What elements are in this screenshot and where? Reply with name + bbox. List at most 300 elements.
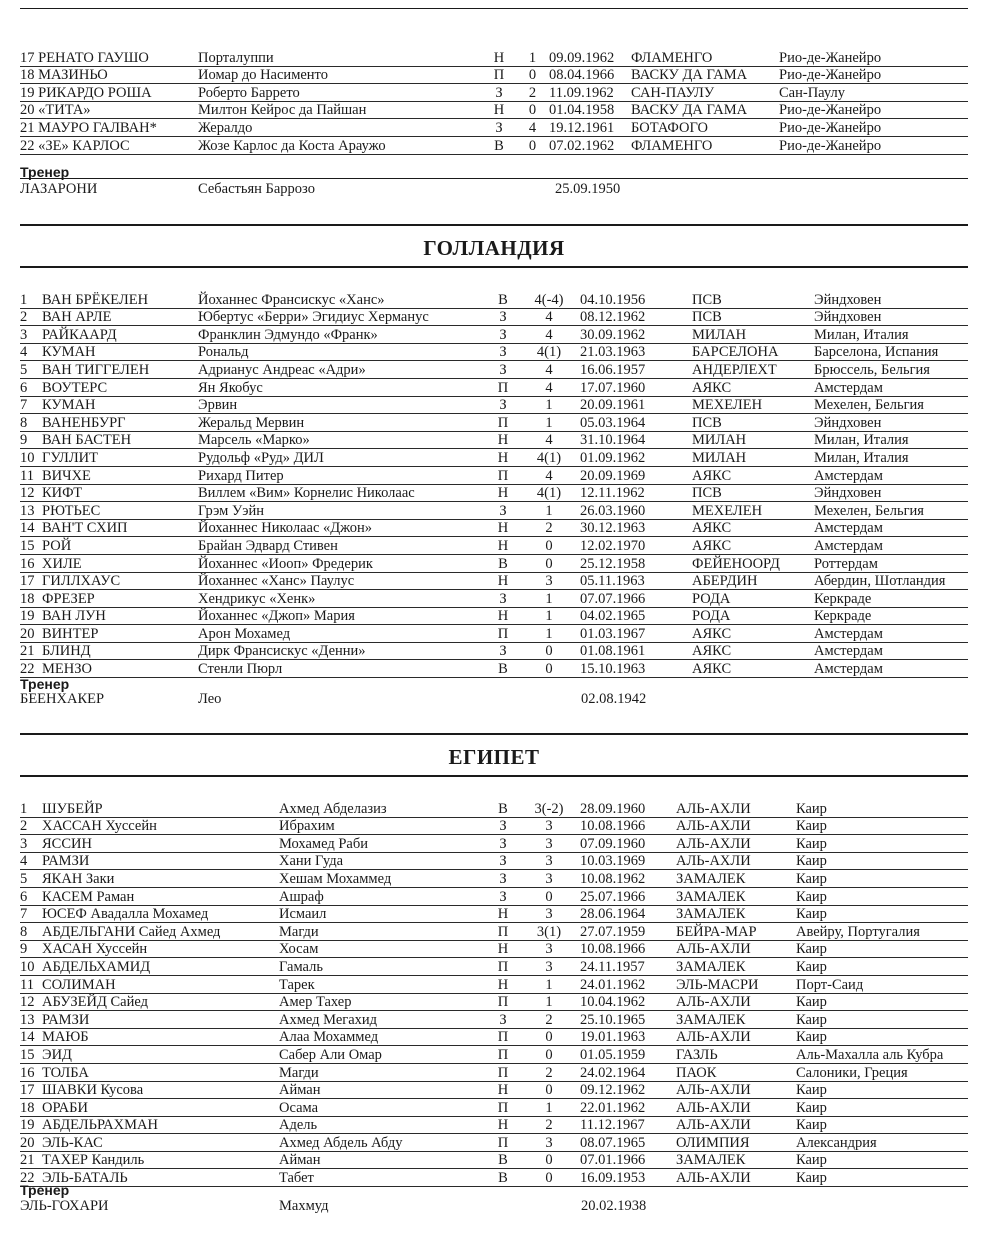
player-given-names: Амер Тахер	[279, 993, 488, 1011]
player-number: 12	[20, 993, 42, 1011]
netherlands-coach-label: Тренер	[20, 676, 70, 692]
player-caps: 4(1)	[518, 484, 580, 502]
player-birth-date: 10.08.1966	[580, 817, 676, 835]
player-surname: ВАНЕНБУРГ	[42, 414, 198, 432]
player-position: П	[488, 1046, 518, 1064]
egypt-coach-name: Махмуд	[279, 1198, 329, 1214]
player-city: Каир	[796, 835, 968, 853]
player-number: 13	[20, 1011, 42, 1029]
player-club: АЯКС	[692, 642, 814, 660]
player-city: Рио-де-Жанейро	[779, 101, 968, 119]
player-city: Амстердам	[814, 378, 968, 396]
player-given-names: Франклин Эдмундо «Франк»	[198, 326, 488, 344]
player-club: АЛЬ-АХЛИ	[676, 1099, 796, 1117]
player-given-names: Рональд	[198, 343, 488, 361]
player-caps: 2	[518, 519, 580, 537]
player-caps: 4	[518, 431, 580, 449]
player-number: 8	[20, 414, 42, 432]
player-birth-date: 05.03.1964	[580, 414, 692, 432]
player-birth-date: 25.10.1965	[580, 1011, 676, 1029]
player-city: Аль-Махалла аль Кубра	[796, 1046, 968, 1064]
player-city: Александрия	[796, 1134, 968, 1152]
player-club: ПСВ	[692, 308, 814, 326]
player-city: Каир	[796, 817, 968, 835]
player-city: Эйндховен	[814, 291, 968, 308]
player-city: Керкраде	[814, 590, 968, 608]
player-surname: АБДЕЛЬГАНИ Сайед Ахмед	[42, 923, 279, 941]
player-row	[20, 940, 968, 958]
player-caps: 1	[518, 502, 580, 520]
player-given-names: Хешам Мохаммед	[279, 870, 488, 888]
player-number: 18	[20, 590, 42, 608]
player-position: Н	[488, 431, 518, 449]
player-birth-date: 04.02.1965	[580, 607, 692, 625]
player-city: Каир	[796, 800, 968, 817]
player-row	[20, 1116, 968, 1134]
player-given-names: Жеральд Мервин	[198, 414, 488, 432]
player-surname: КУМАН	[42, 396, 198, 414]
player-caps: 0	[518, 1046, 580, 1064]
player-city: Каир	[796, 1011, 968, 1029]
player-row	[20, 1134, 968, 1152]
player-number: 19	[20, 1116, 42, 1134]
player-city: Каир	[796, 1151, 968, 1169]
player-club: ЗАМАЛЕК	[676, 1011, 796, 1029]
player-row	[20, 449, 968, 467]
player-number: 5	[20, 361, 42, 379]
player-caps: 0	[518, 1151, 580, 1169]
player-number: 22	[20, 1169, 42, 1187]
player-position: В	[488, 291, 518, 308]
player-number: 12	[20, 484, 42, 502]
player-given-names: Рудольф «Руд» ДИЛ	[198, 449, 488, 467]
player-position: Н	[488, 975, 518, 993]
player-row	[20, 1011, 968, 1029]
player-caps: 1	[518, 975, 580, 993]
player-row	[20, 817, 968, 835]
player-number: 20	[20, 1134, 42, 1152]
player-given-names: Ашраф	[279, 887, 488, 905]
player-position: Н	[488, 572, 518, 590]
player-given-names: Магди	[279, 1063, 488, 1081]
player-surname: ЭЛЬ-БАТАЛЬ	[42, 1169, 279, 1187]
player-surname: ГУЛЛИТ	[42, 449, 198, 467]
player-club: БОТАФОГО	[631, 119, 779, 137]
player-surname: ХИЛЕ	[42, 554, 198, 572]
player-given-names: Алаа Мохаммед	[279, 1028, 488, 1046]
player-given-names: Ибрахим	[279, 817, 488, 835]
player-number-surname: 18 МАЗИНЬО	[20, 66, 198, 84]
player-number-surname: 17 РЕНАТО ГАУШО	[20, 49, 198, 66]
player-city: Каир	[796, 1081, 968, 1099]
player-city: Милан, Италия	[814, 449, 968, 467]
player-club: ЗАМАЛЕК	[676, 870, 796, 888]
player-given-names: Стенли Пюрл	[198, 660, 488, 678]
player-caps: 1	[518, 993, 580, 1011]
player-number: 18	[20, 1099, 42, 1117]
player-row	[20, 554, 968, 572]
player-row	[20, 1028, 968, 1046]
player-row	[20, 484, 968, 502]
player-caps: 4(-4)	[518, 291, 580, 308]
player-birth-date: 24.11.1957	[580, 958, 676, 976]
player-city: Рио-де-Жанейро	[779, 136, 968, 154]
player-birth-date: 30.12.1963	[580, 519, 692, 537]
player-given-names: Эрвин	[198, 396, 488, 414]
player-given-names: Марсель «Марко»	[198, 431, 488, 449]
player-birth-date: 09.12.1962	[580, 1081, 676, 1099]
player-caps: 1	[516, 49, 549, 66]
player-given-names: Хосам	[279, 940, 488, 958]
player-number: 3	[20, 326, 42, 344]
player-city: Рио-де-Жанейро	[779, 119, 968, 137]
player-row	[20, 1081, 968, 1099]
player-surname: ЯКАН Заки	[42, 870, 279, 888]
player-city: Сан-Паулу	[779, 84, 968, 102]
player-given-names: Жералдо	[198, 119, 482, 137]
player-number: 2	[20, 817, 42, 835]
player-given-names: Адель	[279, 1116, 488, 1134]
player-number: 19	[20, 607, 42, 625]
player-club: АЯКС	[692, 466, 814, 484]
player-caps: 0	[518, 1169, 580, 1187]
player-row	[20, 905, 968, 923]
player-given-names: Исмаил	[279, 905, 488, 923]
player-surname: ХАСАН Хуссейн	[42, 940, 279, 958]
player-caps: 4	[518, 466, 580, 484]
player-row	[20, 923, 968, 941]
player-given-names: Айман	[279, 1081, 488, 1099]
player-number: 6	[20, 378, 42, 396]
player-row	[20, 119, 968, 137]
player-surname: ВОУТЕРС	[42, 378, 198, 396]
player-surname: ВАН БРЁКЕЛЕН	[42, 291, 198, 308]
player-birth-date: 08.07.1965	[580, 1134, 676, 1152]
player-surname: АБДЕЛЬРАХМАН	[42, 1116, 279, 1134]
player-row	[20, 835, 968, 853]
player-birth-date: 22.01.1962	[580, 1099, 676, 1117]
egypt-roster-table	[20, 800, 968, 1187]
player-club: АЛЬ-АХЛИ	[676, 940, 796, 958]
player-club: АЯКС	[692, 519, 814, 537]
player-position: В	[488, 1169, 518, 1187]
player-position: П	[488, 1063, 518, 1081]
player-row	[20, 101, 968, 119]
player-surname: ЯССИН	[42, 835, 279, 853]
player-club: ЗАМАЛЕК	[676, 887, 796, 905]
player-position: З	[488, 308, 518, 326]
player-number: 14	[20, 1028, 42, 1046]
player-surname: ЭЛЬ-КАС	[42, 1134, 279, 1152]
player-caps: 1	[518, 414, 580, 432]
player-surname: ВИЧХЕ	[42, 466, 198, 484]
brazil-coach-surname: ЛАЗАРОНИ	[20, 181, 98, 197]
player-caps: 3	[518, 958, 580, 976]
player-position: П	[488, 958, 518, 976]
player-club: ФЕЙЕНООРД	[692, 554, 814, 572]
player-row	[20, 49, 968, 66]
player-given-names: Ахмед Абдель Абду	[279, 1134, 488, 1152]
player-number: 14	[20, 519, 42, 537]
player-caps: 1	[518, 1099, 580, 1117]
player-birth-date: 26.03.1960	[580, 502, 692, 520]
player-caps: 0	[518, 554, 580, 572]
player-surname: МАЮБ	[42, 1028, 279, 1046]
player-birth-date: 12.11.1962	[580, 484, 692, 502]
player-surname: ОРАБИ	[42, 1099, 279, 1117]
player-club: АЛЬ-АХЛИ	[676, 993, 796, 1011]
player-position: В	[488, 554, 518, 572]
player-caps: 0	[518, 537, 580, 555]
player-row	[20, 625, 968, 643]
player-position: Н	[488, 537, 518, 555]
player-surname: ХАССАН Хуссейн	[42, 817, 279, 835]
player-caps: 3(1)	[518, 923, 580, 941]
player-row	[20, 519, 968, 537]
player-surname: ШАВКИ Кусова	[42, 1081, 279, 1099]
player-birth-date: 17.07.1960	[580, 378, 692, 396]
player-number: 2	[20, 308, 42, 326]
player-position: З	[482, 84, 516, 102]
player-number: 11	[20, 975, 42, 993]
player-row	[20, 800, 968, 817]
player-given-names: Рихард Питер	[198, 466, 488, 484]
player-row	[20, 887, 968, 905]
player-caps: 2	[518, 1116, 580, 1134]
player-number: 10	[20, 958, 42, 976]
brazil-roster-table	[20, 49, 968, 155]
player-birth-date: 01.05.1959	[580, 1046, 676, 1064]
brazil-coach-name: Себастьян Баррозо	[198, 181, 315, 197]
player-city: Порт-Саид	[796, 975, 968, 993]
player-caps: 2	[518, 1063, 580, 1081]
player-number: 17	[20, 1081, 42, 1099]
player-club: ЗАМАЛЕК	[676, 958, 796, 976]
player-city: Каир	[796, 1099, 968, 1117]
player-surname: РАМЗИ	[42, 1011, 279, 1029]
player-caps: 0	[518, 1081, 580, 1099]
player-caps: 1	[518, 607, 580, 625]
player-position: З	[488, 870, 518, 888]
player-birth-date: 08.04.1966	[549, 66, 631, 84]
player-city: Каир	[796, 958, 968, 976]
player-birth-date: 20.09.1961	[580, 396, 692, 414]
player-city: Каир	[796, 887, 968, 905]
player-position: Н	[482, 101, 516, 119]
player-caps: 4(1)	[518, 449, 580, 467]
player-club: АЯКС	[692, 625, 814, 643]
player-row	[20, 84, 968, 102]
player-club: БЕЙРА-МАР	[676, 923, 796, 941]
player-row	[20, 308, 968, 326]
player-caps: 4(1)	[518, 343, 580, 361]
player-row	[20, 1063, 968, 1081]
player-position: Н	[488, 1081, 518, 1099]
player-birth-date: 16.09.1953	[580, 1169, 676, 1187]
player-city: Барселона, Испания	[814, 343, 968, 361]
player-caps: 3(-2)	[518, 800, 580, 817]
player-club: ВАСКУ ДА ГАМА	[631, 66, 779, 84]
player-position: З	[488, 817, 518, 835]
player-birth-date: 24.02.1964	[580, 1063, 676, 1081]
player-birth-date: 10.08.1966	[580, 940, 676, 958]
player-given-names: Табет	[279, 1169, 488, 1187]
player-caps: 3	[518, 1134, 580, 1152]
player-position: З	[488, 396, 518, 414]
player-caps: 1	[518, 396, 580, 414]
player-given-names: Йоханнес Николаас «Джон»	[198, 519, 488, 537]
player-city: Каир	[796, 1116, 968, 1134]
player-row	[20, 975, 968, 993]
player-position: Н	[488, 905, 518, 923]
player-position: З	[488, 502, 518, 520]
player-birth-date: 05.11.1963	[580, 572, 692, 590]
player-number: 3	[20, 835, 42, 853]
player-club: РОДА	[692, 607, 814, 625]
player-city: Салоники, Греция	[796, 1063, 968, 1081]
player-city: Каир	[796, 852, 968, 870]
player-surname: СОЛИМАН	[42, 975, 279, 993]
player-caps: 3	[518, 852, 580, 870]
player-club: ЭЛЬ-МАСРИ	[676, 975, 796, 993]
player-row	[20, 431, 968, 449]
player-birth-date: 19.01.1963	[580, 1028, 676, 1046]
player-club: ПСВ	[692, 291, 814, 308]
player-club: МИЛАН	[692, 431, 814, 449]
player-club: АЯКС	[692, 660, 814, 678]
player-club: САН-ПАУЛУ	[631, 84, 779, 102]
player-number-surname: 19 РИКАРДО РОША	[20, 84, 198, 102]
player-city: Амстердам	[814, 466, 968, 484]
player-club: АЛЬ-АХЛИ	[676, 800, 796, 817]
player-position: В	[488, 1151, 518, 1169]
player-birth-date: 07.01.1966	[580, 1151, 676, 1169]
player-surname: ВАН'Т СХИП	[42, 519, 198, 537]
player-birth-date: 01.08.1961	[580, 642, 692, 660]
player-club: РОДА	[692, 590, 814, 608]
player-city: Рио-де-Жанейро	[779, 66, 968, 84]
netherlands-coach-dob: 02.08.1942	[581, 691, 647, 707]
egypt-top-rule	[20, 733, 968, 735]
player-caps: 4	[518, 308, 580, 326]
player-given-names: Дирк Франсискус «Денни»	[198, 642, 488, 660]
player-position: З	[488, 852, 518, 870]
player-row	[20, 326, 968, 344]
player-given-names: Ахмед Абделазиз	[279, 800, 488, 817]
player-given-names: Йоханнес «Ханс» Паулус	[198, 572, 488, 590]
player-surname: ГИЛЛХАУС	[42, 572, 198, 590]
player-number-surname: 20 «ТИТА»	[20, 101, 198, 119]
player-birth-date: 11.09.1962	[549, 84, 631, 102]
player-surname: КИФТ	[42, 484, 198, 502]
player-row	[20, 414, 968, 432]
player-row	[20, 1046, 968, 1064]
player-club: МИЛАН	[692, 449, 814, 467]
player-given-names: Сабер Али Омар	[279, 1046, 488, 1064]
player-row	[20, 361, 968, 379]
player-position: В	[488, 660, 518, 678]
player-row	[20, 607, 968, 625]
player-given-names: Иомар до Насименто	[198, 66, 482, 84]
player-number: 13	[20, 502, 42, 520]
player-given-names: Порталуппи	[198, 49, 482, 66]
player-number: 5	[20, 870, 42, 888]
player-caps: 0	[516, 136, 549, 154]
player-given-names: Ян Якобус	[198, 378, 488, 396]
player-club: БАРСЕЛОНА	[692, 343, 814, 361]
player-birth-date: 01.09.1962	[580, 449, 692, 467]
player-birth-date: 21.03.1963	[580, 343, 692, 361]
player-number-surname: 22 «ЗЕ» КАРЛОС	[20, 136, 198, 154]
player-given-names: Грэм Уэйн	[198, 502, 488, 520]
player-birth-date: 31.10.1964	[580, 431, 692, 449]
player-given-names: Брайан Эдвард Стивен	[198, 537, 488, 555]
player-number: 22	[20, 660, 42, 678]
player-birth-date: 10.04.1962	[580, 993, 676, 1011]
player-birth-date: 07.02.1962	[549, 136, 631, 154]
player-number: 6	[20, 887, 42, 905]
player-city: Керкраде	[814, 607, 968, 625]
player-given-names: Тарек	[279, 975, 488, 993]
egypt-title-rule	[20, 775, 968, 777]
player-number-surname: 21 МАУРО ГАЛВАН*	[20, 119, 198, 137]
player-row	[20, 291, 968, 308]
player-given-names: Юбертус «Берри» Эгидиус Херманус	[198, 308, 488, 326]
player-club: ГАЗЛЬ	[676, 1046, 796, 1064]
player-row	[20, 1099, 968, 1117]
player-club: АЯКС	[692, 537, 814, 555]
player-city: Рио-де-Жанейро	[779, 49, 968, 66]
player-position: Н	[488, 484, 518, 502]
player-city: Амстердам	[814, 519, 968, 537]
player-birth-date: 25.12.1958	[580, 554, 692, 572]
player-number: 21	[20, 642, 42, 660]
player-birth-date: 01.03.1967	[580, 625, 692, 643]
player-club: ЗАМАЛЕК	[676, 1151, 796, 1169]
player-caps: 4	[518, 361, 580, 379]
player-given-names: Жозе Карлос да Коста Араужо	[198, 136, 482, 154]
player-surname: ВАН БАСТЕН	[42, 431, 198, 449]
player-city: Эйндховен	[814, 414, 968, 432]
player-caps: 3	[518, 940, 580, 958]
player-city: Милан, Италия	[814, 326, 968, 344]
player-position: З	[482, 119, 516, 137]
player-caps: 0	[516, 66, 549, 84]
player-position: П	[488, 1134, 518, 1152]
player-birth-date: 04.10.1956	[580, 291, 692, 308]
player-position: П	[488, 378, 518, 396]
player-birth-date: 07.07.1966	[580, 590, 692, 608]
player-row	[20, 136, 968, 154]
player-given-names: Виллем «Вим» Корнелис Николаас	[198, 484, 488, 502]
player-city: Каир	[796, 940, 968, 958]
player-number: 4	[20, 852, 42, 870]
player-birth-date: 25.07.1966	[580, 887, 676, 905]
player-club: АЯКС	[692, 378, 814, 396]
player-city: Амстердам	[814, 625, 968, 643]
player-number: 1	[20, 291, 42, 308]
player-surname: КАСЕМ Раман	[42, 887, 279, 905]
player-club: ФЛАМЕНГО	[631, 136, 779, 154]
player-given-names: Хани Гуда	[279, 852, 488, 870]
egypt-title: ЕГИПЕТ	[448, 745, 540, 769]
player-surname: ВАН ТИГГЕЛЕН	[42, 361, 198, 379]
player-number: 7	[20, 905, 42, 923]
player-caps: 0	[516, 101, 549, 119]
player-position: Н	[488, 449, 518, 467]
player-surname: ЭИД	[42, 1046, 279, 1064]
player-given-names: Мохамед Раби	[279, 835, 488, 853]
